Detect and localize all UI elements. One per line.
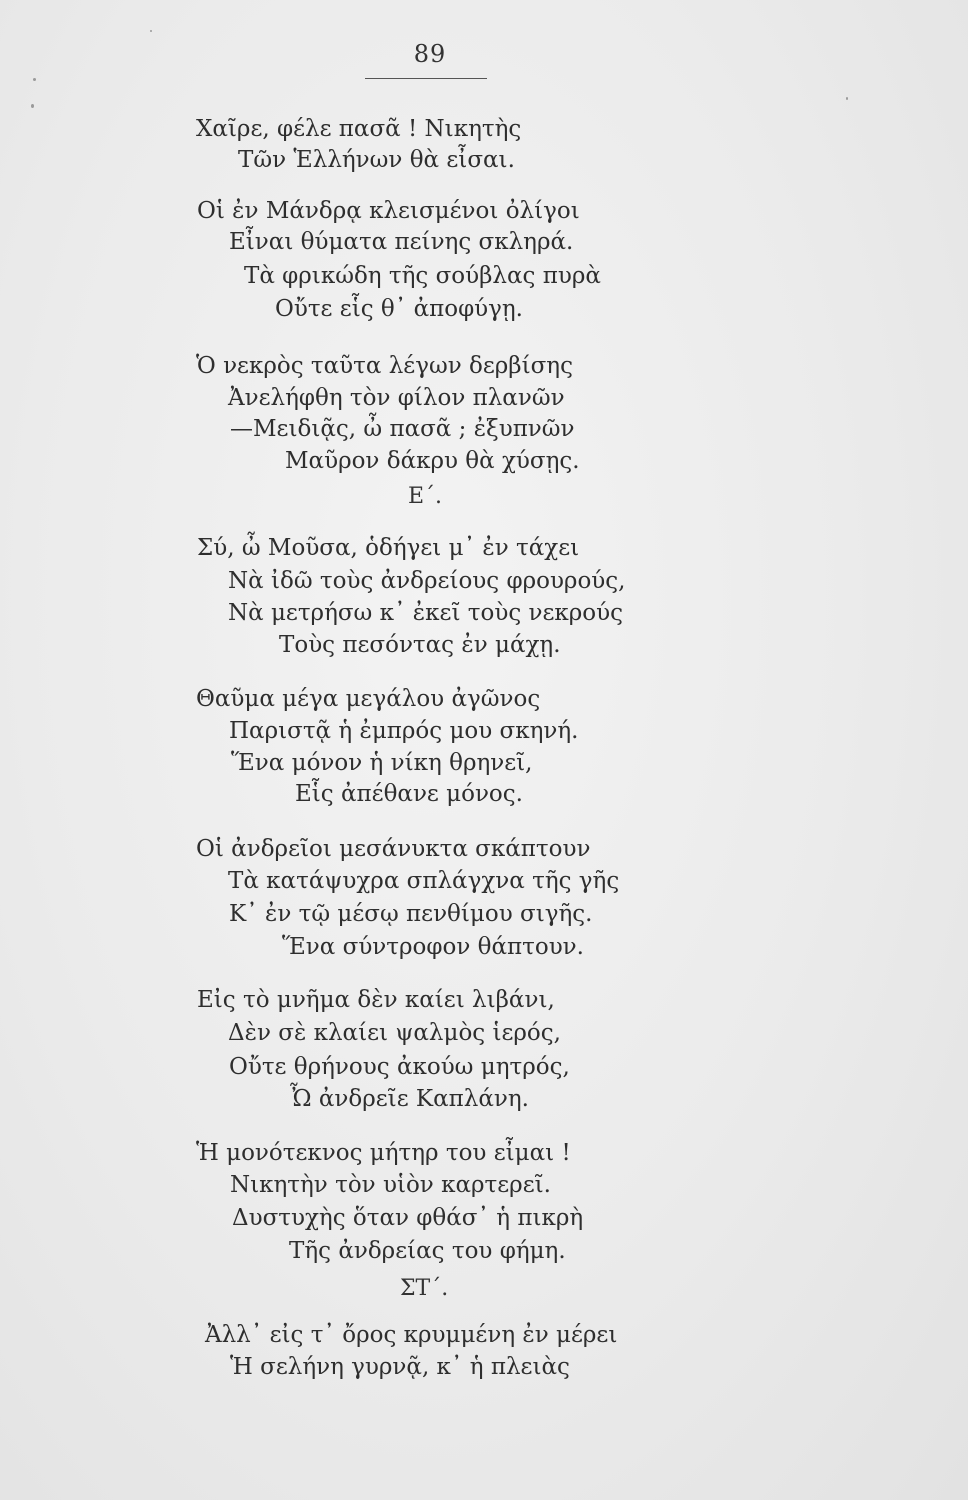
verse-line: Οὔτε εἷς θ᾽ ἀποφύγῃ. xyxy=(275,296,523,322)
verse-line: Δὲν σὲ κλαίει ψαλμὸς ἱερός, xyxy=(228,1020,561,1046)
verse-line: Οἱ ἀνδρεῖοι μεσάνυκτα σκάπτουν xyxy=(196,836,591,862)
verse-line: Οὔτε θρήνους ἀκούω μητρός, xyxy=(229,1054,570,1080)
verse-line: Θαῦμα μέγα μεγάλου ἀγῶνος xyxy=(196,686,541,712)
verse-line: Δυστυχὴς ὅταν φθάσ᾽ ἡ πικρὴ xyxy=(232,1205,584,1231)
verse-line: Ἕνα μόνον ἡ νίκη θρηνεῖ, xyxy=(231,750,533,776)
verse-line: Νὰ μετρήσω κ᾽ ἐκεῖ τοὺς νεκρούς xyxy=(228,600,624,626)
verse-line: Ἕνα σύντροφον θάπτουν. xyxy=(282,934,584,960)
verse-line: Εἶναι θύματα πείνης σκληρά. xyxy=(229,229,574,255)
verse-line: Ὦ ἀνδρεῖε Καπλάνη. xyxy=(290,1086,529,1112)
header-rule xyxy=(365,78,487,79)
verse-line: Χαῖρε, φέλε πασᾶ ! Νικητὴς xyxy=(196,116,522,142)
verse-line: Τοὺς πεσόντας ἐν μάχῃ. xyxy=(279,632,561,658)
verse-line: Ἡ μονότεκνος μήτηρ του εἶμαι ! xyxy=(196,1140,571,1166)
verse-line: Νικητὴν τὸν υἱὸν καρτερεῖ. xyxy=(230,1172,551,1198)
scan-speck xyxy=(846,97,848,100)
verse-line: Κ᾽ ἐν τῷ μέσῳ πενθίμου σιγῆς. xyxy=(229,901,593,927)
verse-line: Ὁ νεκρὸς ταῦτα λέγων δερβίσης xyxy=(196,353,573,379)
verse-line: Σύ, ὦ Μοῦσα, ὁδήγει μ᾽ ἐν τάχει xyxy=(197,535,580,561)
verse-line: Εἰς τὸ μνῆμα δὲν καίει λιβάνι, xyxy=(197,987,555,1013)
verse-line: Εἷς ἀπέθανε μόνος. xyxy=(295,781,523,807)
verse-line: Τὰ κατάψυχρα σπλάγχνα τῆς γῆς xyxy=(228,868,620,894)
section-mark-e: Ε΄. xyxy=(408,484,443,509)
scan-speck xyxy=(33,78,36,81)
verse-line: Οἱ ἐν Μάνδρᾳ κλεισμένοι ὀλίγοι xyxy=(197,198,580,224)
scan-speck xyxy=(150,30,152,32)
page-number: 89 xyxy=(413,40,447,68)
verse-line: Τὰ φρικώδη τῆς σούβλας πυρὰ xyxy=(244,263,601,289)
verse-line: Νὰ ἰδῶ τοὺς ἀνδρείους φρουρούς, xyxy=(228,568,626,594)
verse-line: Ἀλλ᾽ εἰς τ᾽ ὄρος κρυμμένη ἐν μέρει xyxy=(205,1322,618,1348)
verse-line: Τῶν Ἑλλήνων θὰ εἶσαι. xyxy=(238,147,515,173)
scan-speck xyxy=(31,104,34,108)
verse-line: Μαῦρον δάκρυ θὰ χύσῃς. xyxy=(285,448,580,474)
section-mark-st: ΣΤ΄. xyxy=(400,1276,449,1301)
verse-line: —Μειδιᾷς, ὦ πασᾶ ; ἐξυπνῶν xyxy=(230,416,575,442)
verse-line: Παριστᾷ ἡ ἐμπρός μου σκηνή. xyxy=(229,718,579,744)
verse-line: Ἀνελήφθη τὸν φίλον πλανῶν xyxy=(228,385,565,411)
verse-line: Τῆς ἀνδρείας του φήμη. xyxy=(289,1238,566,1264)
verse-line: Ἡ σελήνη γυρνᾷ, κ᾽ ἡ πλειὰς xyxy=(230,1354,570,1380)
